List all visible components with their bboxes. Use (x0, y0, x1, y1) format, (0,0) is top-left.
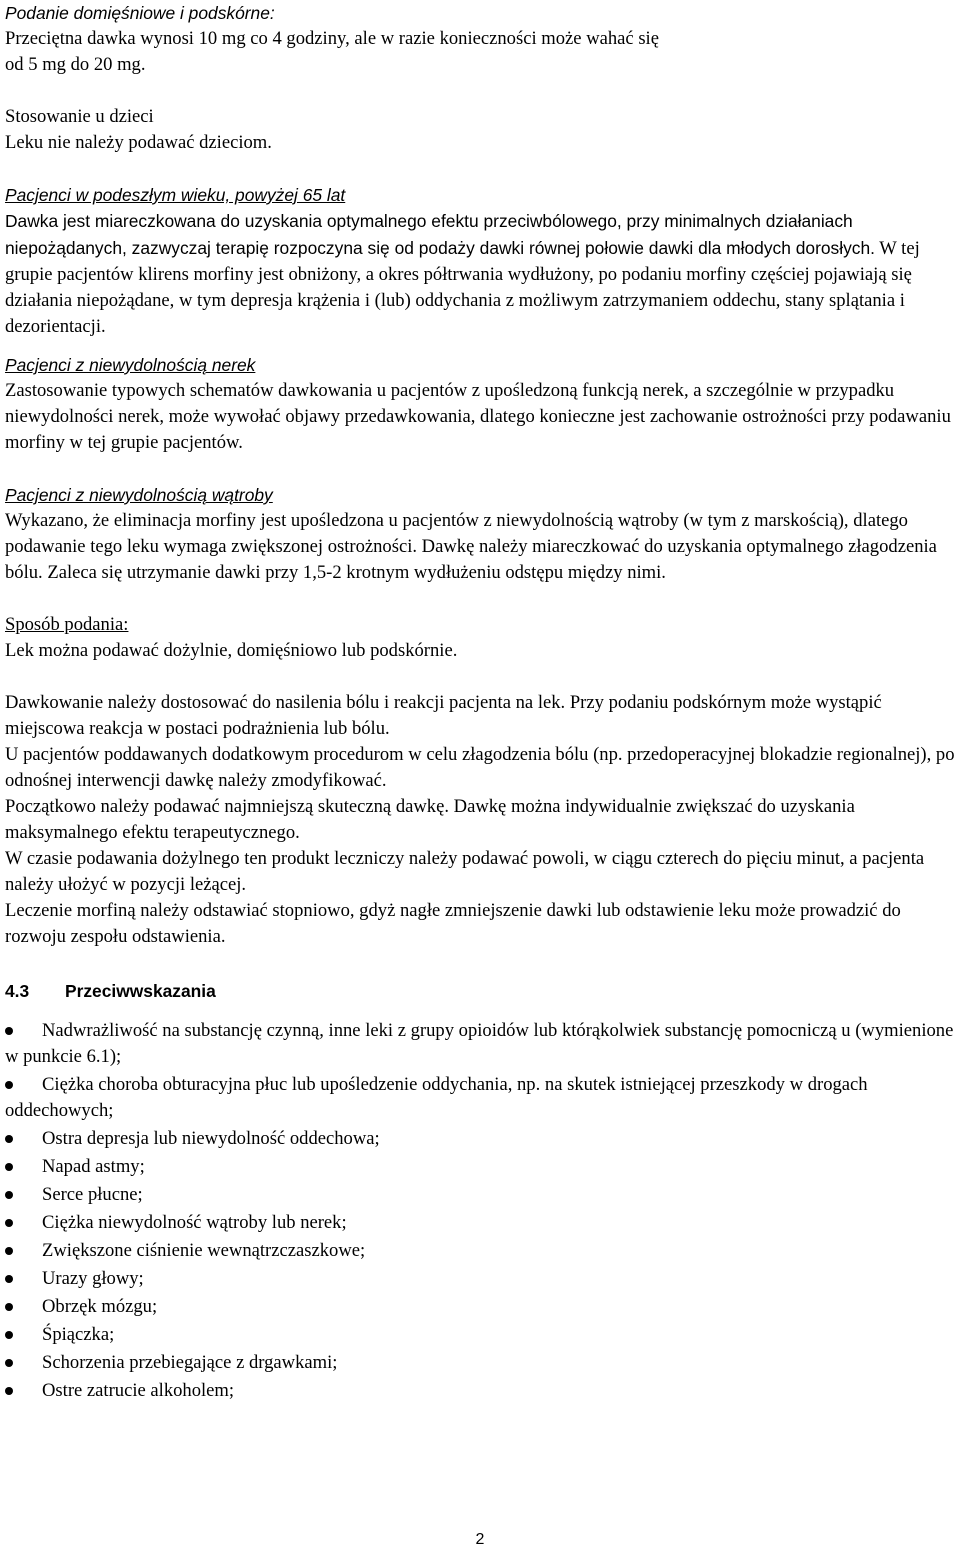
subcutaneous-line-2: od 5 mg do 20 mg. (5, 54, 146, 75)
section-title: Przeciwwskazania (65, 981, 216, 1001)
bullet-icon (5, 1081, 13, 1089)
bullet-icon (5, 1247, 13, 1255)
bullet-icon (5, 1387, 13, 1395)
bullet-icon (5, 1027, 13, 1035)
list-item: Ciężka niewydolność wątroby lub nerek; (5, 1210, 955, 1236)
elderly-sans-text: Dawka jest miareczkowana do uzyskania optymalnego efektu przeciwbólowego, przy minimalnych działaniach niepożądanych, zazwyczaj terapię rozpoczyna się od podaży dawki równej połowie dawki dla młodych dorosłych. (5, 211, 875, 258)
document-page (5, 0, 955, 1406)
hepatic-heading: Pacjenci z niewydolnością wątroby (5, 485, 273, 505)
subcutaneous-heading: Podanie domięśniowe i podskórne: (5, 3, 275, 23)
bullet-icon (5, 1135, 13, 1143)
children-text: Leku nie należy podawać dzieciom. (5, 132, 272, 153)
bullet-icon (5, 1331, 13, 1339)
list-item: Schorzenia przebiegające z drgawkami; (5, 1350, 955, 1376)
page-number: 2 (475, 1531, 485, 1548)
bullet-icon (5, 1191, 13, 1199)
list-item: Ciężka choroba obturacyjna płuc lub upośledzenie oddychania, np. na skutek istniejącej przeszkody w drogach oddechowych; (5, 1074, 868, 1121)
elderly-heading: Pacjenci w podeszłym wieku, powyżej 65 lat (5, 185, 346, 205)
list-item: Nadwrażliwość na substancję czynną, inne leki z grupy opioidów lub którąkolwiek substancję pomocniczą u (wymienione w punkcie 6.1); (5, 1020, 954, 1067)
section-number: 4.3 (5, 981, 30, 1001)
contraindications-heading (5, 978, 955, 1004)
administration-paragraph-5: Leczenie morfiną należy odstawiać stopniowo, gdyż nagłe zmniejszenie dawki lub odstawienie leku może prowadzić do rozwoju zespołu odstawienia. (5, 900, 901, 947)
hepatic-text: Wykazano, że eliminacja morfiny jest upośledzona u pacjentów z niewydolnością wątroby (w tym z marskością), dlatego podawanie tego leku wymaga zwiększonej ostrożności. Dawkę należy miareczkować do uzyskania optymalnego złagodzenia bólu. Zaleca się utrzymanie dawki przy 1,5-2 krotnym wydłużeniu odstępu między nimi. (5, 510, 937, 583)
bullet-icon (5, 1163, 13, 1171)
administration-paragraph-3: Początkowo należy podawać najmniejszą skuteczną dawkę. Dawkę można indywidualnie zwiększać do uzyskania maksymalnego efektu terapeutycznego. (5, 796, 855, 843)
administration-paragraph-1: Dawkowanie należy dostosować do nasilenia bólu i reakcji pacjenta na lek. Przy podaniu podskórnym może wystąpić miejscowa reakcja w postaci podrażnienia lub bólu. (5, 692, 882, 739)
administration-text: Lek można podawać dożylnie, domięśniowo lub podskórnie. (5, 640, 458, 661)
bullet-icon (5, 1303, 13, 1311)
administration-heading: Sposób podania: (5, 614, 129, 635)
elderly-serif-text: W tej grupie pacjentów klirens morfiny jest obniżony, a okres półtrwania wydłużony, po podaniu morfiny częściej pojawiają się działania niepożądane, w tym depresja krążenia i (lub) oddychania z możliwym zatrzymaniem oddechu, stany splątania i dezorientacji. (5, 238, 920, 337)
list-item: Śpiączka; (5, 1322, 955, 1348)
list-item: Ostre zatrucie alkoholem; (5, 1378, 955, 1404)
contraindications-list (5, 1018, 955, 1404)
list-item: Zwiększone ciśnienie wewnątrzczaszkowe; (5, 1238, 955, 1264)
administration-paragraph-4: W czasie podawania dożylnego ten produkt leczniczy należy podawać powoli, w ciągu czterech do pięciu minut, a pacjenta należy ułożyć w pozycji leżącej. (5, 848, 925, 895)
renal-text: Zastosowanie typowych schematów dawkowania u pacjentów z upośledzoną funkcją nerek, a szczególnie w przypadku niewydolności nerek, może wywołać objawy przedawkowania, dlatego konieczne jest zachowanie ostrożności przy podawaniu morfiny w tej grupie pacjentów. (5, 380, 951, 453)
list-item: Serce płucne; (5, 1182, 955, 1208)
renal-heading: Pacjenci z niewydolnością nerek (5, 355, 256, 375)
subcutaneous-line-1: Przeciętna dawka wynosi 10 mg co 4 godziny, ale w razie konieczności może wahać się (5, 28, 659, 49)
bullet-icon (5, 1275, 13, 1283)
list-item: Obrzęk mózgu; (5, 1294, 955, 1320)
bullet-icon (5, 1219, 13, 1227)
elderly-paragraph (5, 208, 955, 340)
administration-paragraph-2: U pacjentów poddawanych dodatkowym procedurom w celu złagodzenia bólu (np. przedoperacyjnej blokadzie regionalnej), po odnośnej interwencji dawkę należy zmodyfikować. (5, 744, 955, 791)
children-heading: Stosowanie u dzieci (5, 106, 154, 127)
bullet-icon (5, 1359, 13, 1367)
list-item: Urazy głowy; (5, 1266, 955, 1292)
list-item: Napad astmy; (5, 1154, 955, 1180)
list-item: Ostra depresja lub niewydolność oddechowa; (5, 1126, 955, 1152)
